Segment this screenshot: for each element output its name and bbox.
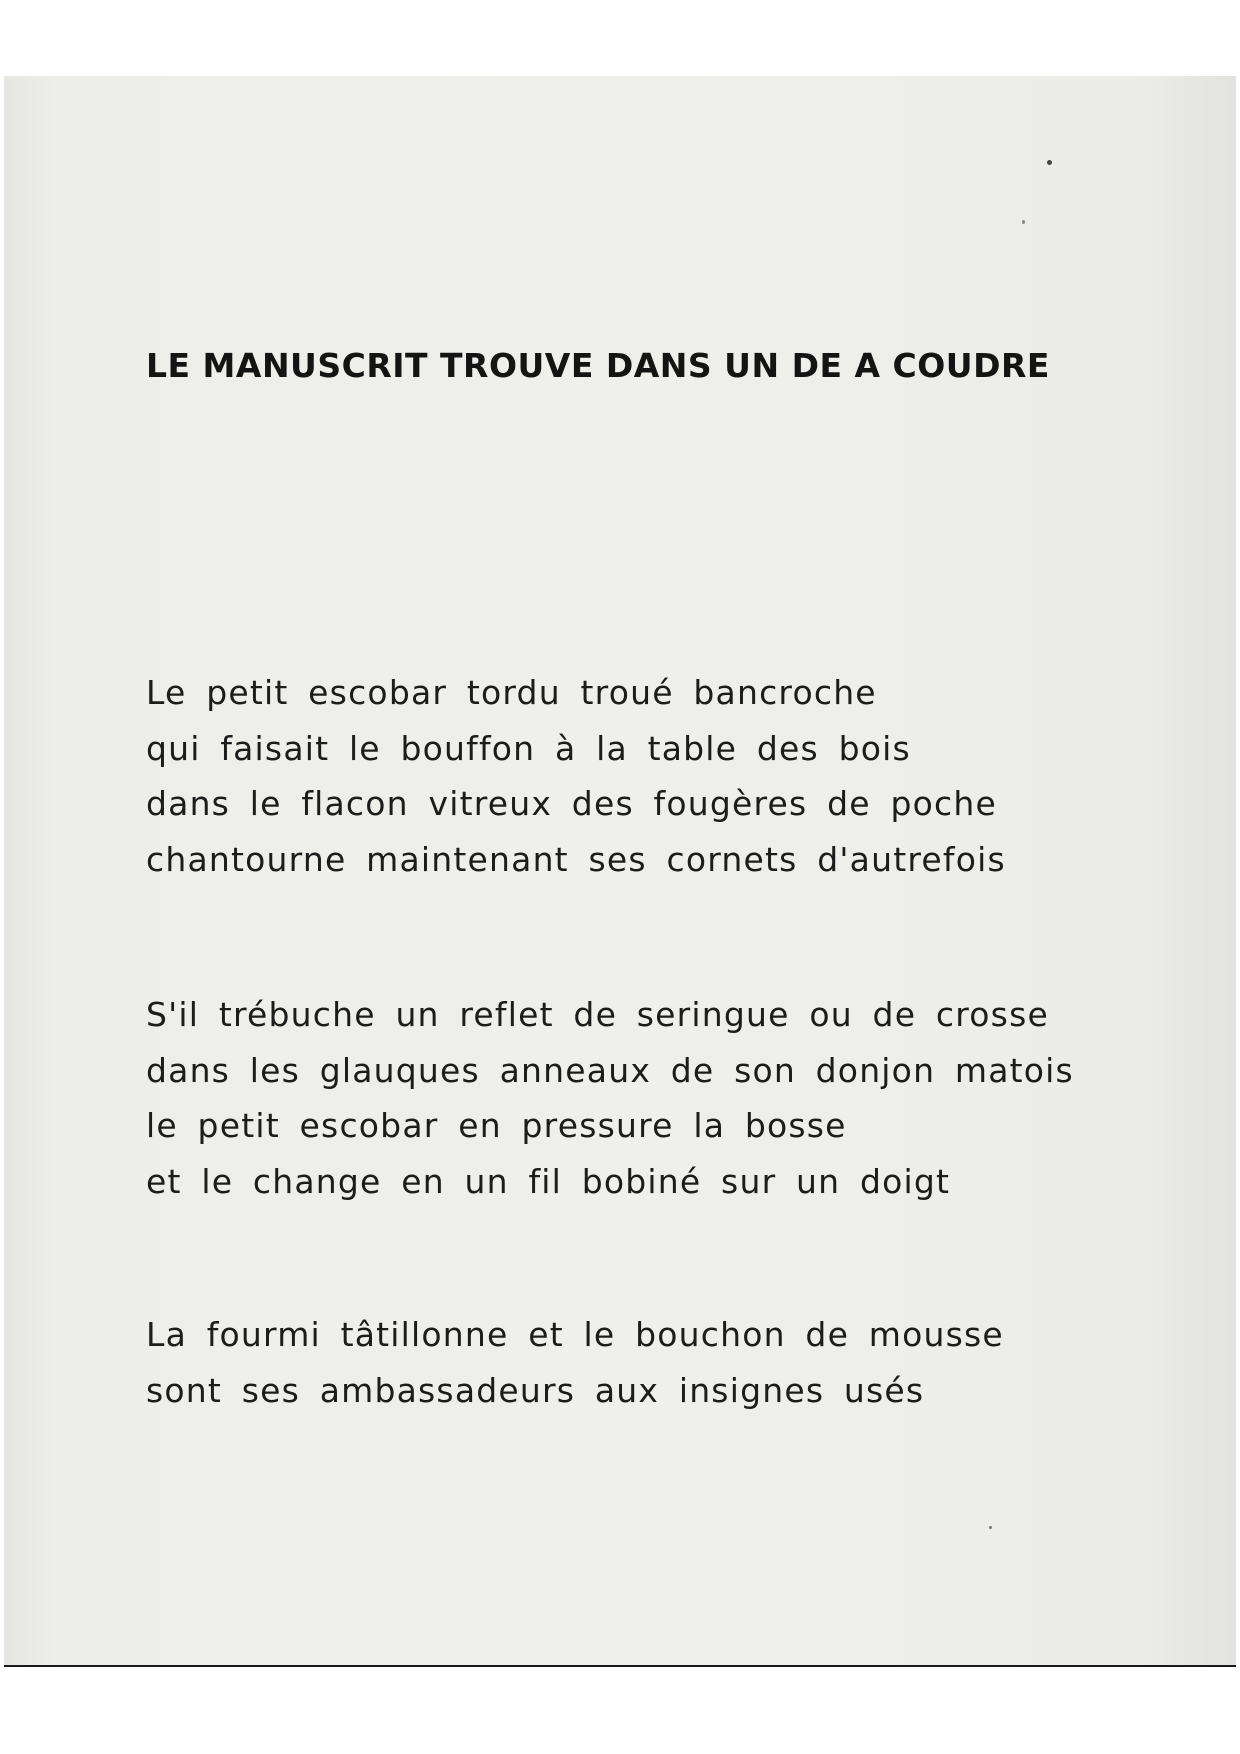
verse-line: le petit escobar en pressure la bosse <box>146 1106 847 1145</box>
verse-line: dans le flacon vitreux des fougères de poche <box>146 784 997 823</box>
stanza-1 <box>146 665 1006 887</box>
verse-line: S'il trébuche un reflet de seringue ou de crosse <box>146 995 1049 1034</box>
verse-line: dans les glauques anneaux de son donjon matois <box>146 1050 1074 1090</box>
ink-speck <box>989 1526 992 1529</box>
stanza-2 <box>146 987 1074 1209</box>
verse-line: et le change en un fil bobiné sur un doigt <box>146 1161 951 1201</box>
poem-title: LE MANUSCRIT TROUVE DANS UN DE A COUDRE <box>146 346 1050 385</box>
ink-speck <box>1022 220 1025 224</box>
verse-line: La fourmi tâtillonne et le bouchon de mousse <box>146 1315 1004 1354</box>
stanza-3 <box>146 1307 1004 1418</box>
verse-line: Le petit escobar tordu troué bancroche <box>146 673 877 712</box>
verse-line: qui faisait le bouffon à la table des bois <box>146 728 911 768</box>
verse-line: sont ses ambassadeurs aux insignes usés <box>146 1370 925 1410</box>
verse-line: chantourne maintenant ses cornets d'autrefois <box>146 839 1006 879</box>
ink-speck <box>1047 160 1052 165</box>
